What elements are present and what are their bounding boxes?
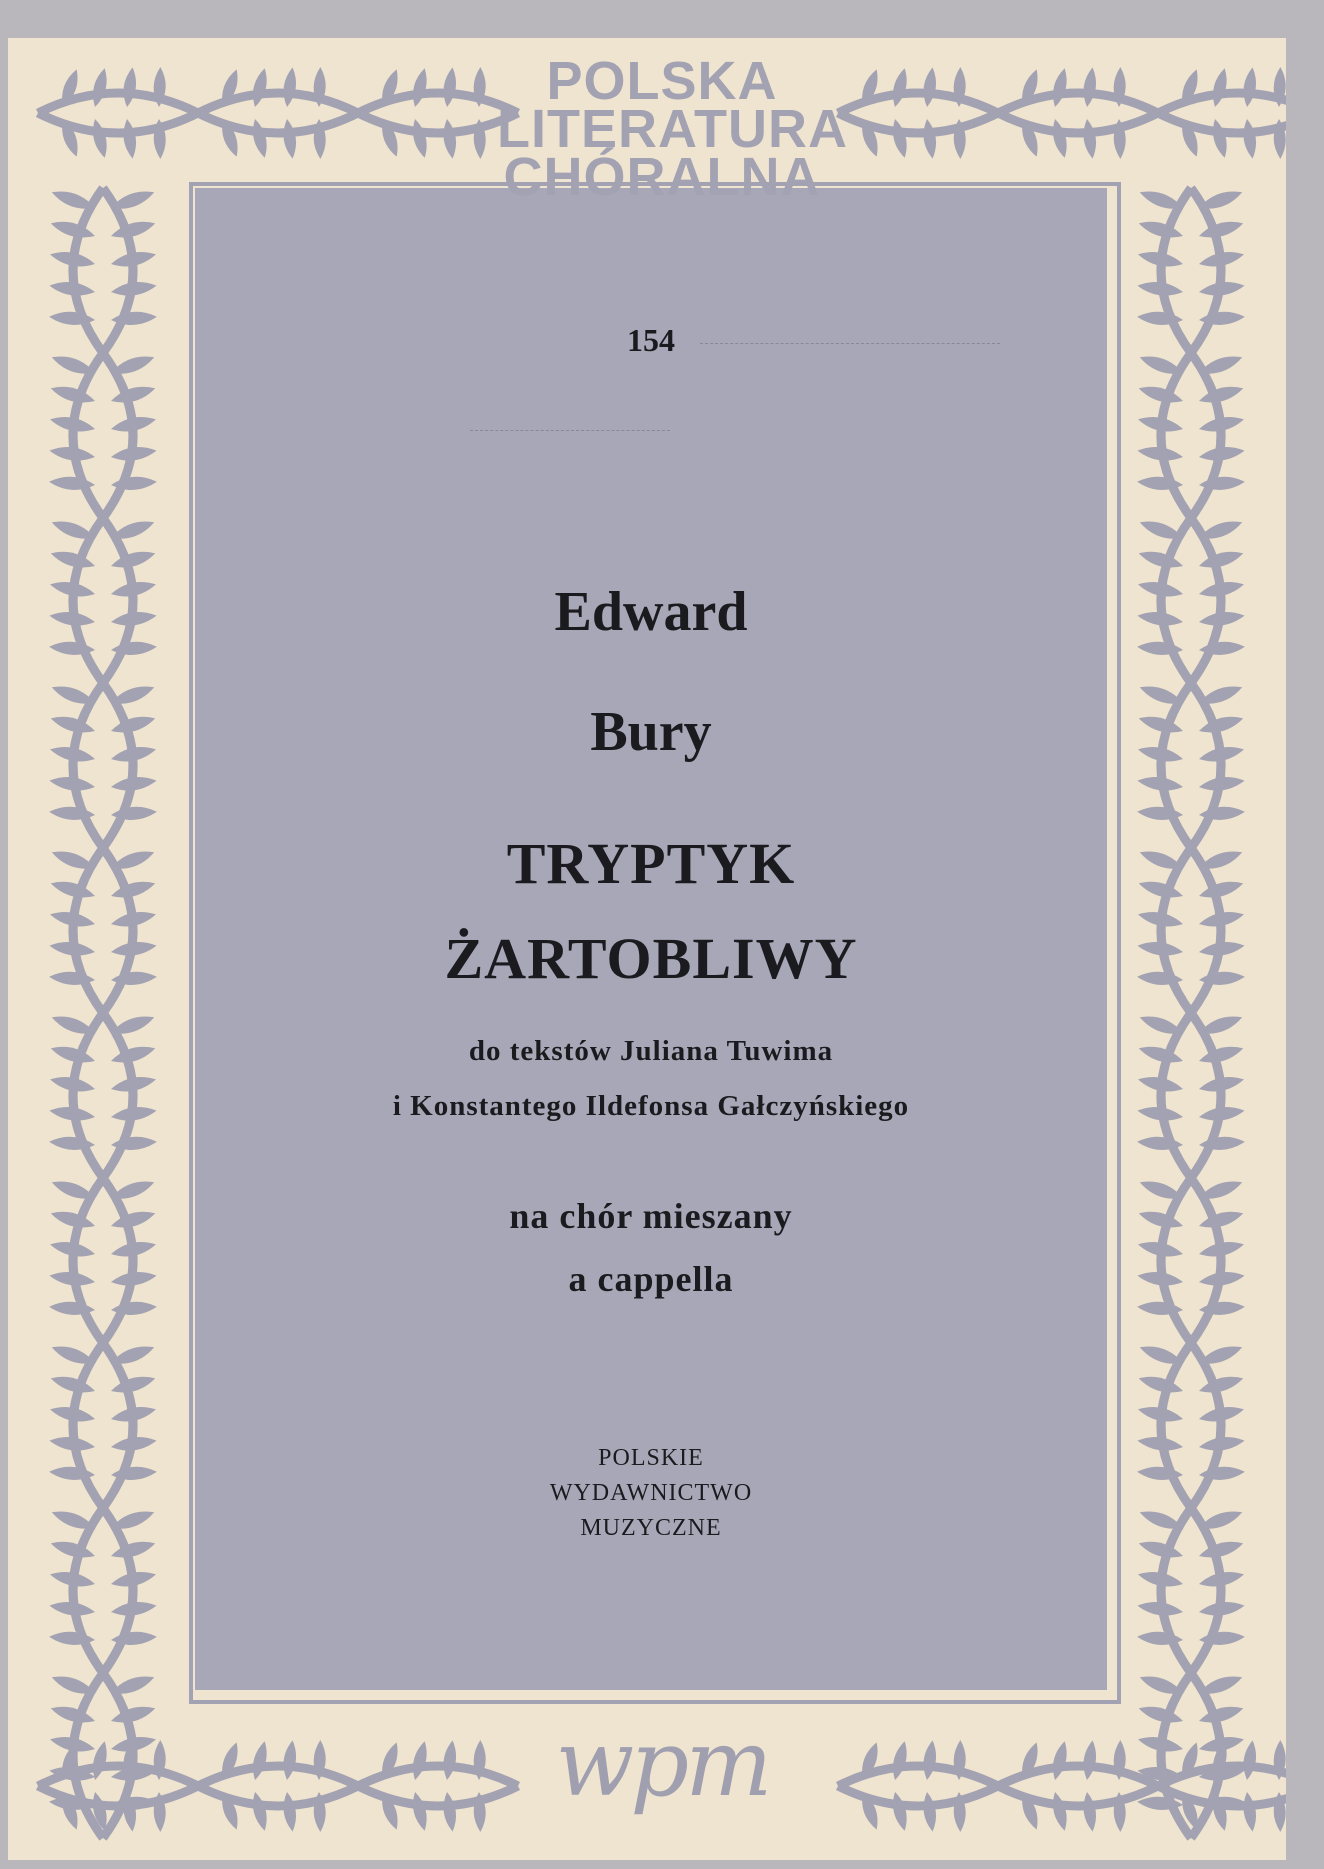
leaf-ornament bbox=[1049, 67, 1070, 109]
text-authors-line-1: do tekstów Juliana Tuwima bbox=[468, 1035, 834, 1067]
vine-stem bbox=[998, 113, 1158, 133]
leaf-ornament bbox=[889, 118, 910, 160]
publisher-line-2: WYDAWNICTWO bbox=[549, 1480, 753, 1506]
vine-stem bbox=[73, 1508, 103, 1673]
leaf-ornament bbox=[921, 1791, 938, 1832]
leaf-ornament bbox=[121, 67, 138, 108]
text-authors-line-2: i Konstantego Ildefonsa Gałczyńskiego bbox=[392, 1090, 910, 1122]
leaf-ornament bbox=[1209, 67, 1230, 109]
vine-stem bbox=[73, 353, 103, 518]
vine-stem bbox=[1191, 683, 1221, 848]
vine-stem bbox=[1191, 1508, 1221, 1673]
vine-stem bbox=[103, 188, 133, 353]
vine-stem bbox=[1191, 1178, 1221, 1343]
leaf-ornament bbox=[1049, 1791, 1070, 1833]
vine-stem bbox=[838, 1786, 998, 1806]
vine-stem bbox=[358, 1786, 518, 1806]
vine-stem bbox=[838, 1766, 998, 1786]
leaf-ornament bbox=[409, 1791, 430, 1833]
vine-stem bbox=[198, 1786, 358, 1806]
leaf-ornament bbox=[1081, 1791, 1098, 1832]
vine-stem bbox=[1161, 683, 1191, 848]
voicing-line-1: na chór mieszany bbox=[509, 1196, 793, 1236]
leaf-ornament bbox=[1241, 1740, 1258, 1781]
vine-stem bbox=[73, 188, 103, 353]
dashed-rule bbox=[700, 343, 1000, 344]
voicing-line-2: a cappella bbox=[568, 1259, 734, 1299]
leaf-ornament bbox=[89, 118, 110, 160]
leaf-ornament bbox=[249, 1740, 270, 1782]
leaf-ornament bbox=[1081, 67, 1098, 108]
vine-stem bbox=[1191, 848, 1221, 1013]
vine-stem bbox=[103, 1013, 133, 1178]
leaf-ornament bbox=[1081, 118, 1098, 159]
series-title-line-2: LITERATURA bbox=[497, 99, 848, 159]
vine-stem bbox=[73, 848, 103, 1013]
leaf-ornament bbox=[1049, 118, 1070, 160]
vine-stem bbox=[358, 93, 518, 113]
vine-stem bbox=[1161, 1178, 1191, 1343]
vine-stem bbox=[1191, 188, 1221, 353]
vine-stem bbox=[838, 93, 998, 113]
leaf-ornament bbox=[249, 67, 270, 109]
vine-stem bbox=[1191, 1343, 1221, 1508]
vine-stem bbox=[103, 1343, 133, 1508]
vine-stem bbox=[998, 1766, 1158, 1786]
leaf-ornament bbox=[1209, 118, 1230, 160]
leaf-ornament bbox=[281, 118, 298, 159]
vine-stem bbox=[358, 113, 518, 133]
vine-stem bbox=[1161, 518, 1191, 683]
vine-stem bbox=[1161, 1013, 1191, 1178]
vine-stem bbox=[358, 1766, 518, 1786]
vine-stem bbox=[998, 1786, 1158, 1806]
vine-stem bbox=[1161, 1508, 1191, 1673]
vine-stem bbox=[198, 93, 358, 113]
leaf-ornament bbox=[889, 1740, 910, 1782]
dashed-rule bbox=[470, 430, 670, 431]
publisher-logo: wpm bbox=[555, 1710, 769, 1817]
leaf-ornament bbox=[89, 67, 110, 109]
leaf-ornament bbox=[1241, 67, 1258, 108]
vine-stem bbox=[1191, 1013, 1221, 1178]
vine-stem bbox=[103, 848, 133, 1013]
work-title-line-1: TRYPTYK bbox=[506, 831, 796, 896]
vine-stem bbox=[1161, 188, 1191, 353]
leaf-ornament bbox=[1241, 118, 1258, 159]
vine-stem bbox=[73, 1178, 103, 1343]
leaf-ornament bbox=[121, 118, 138, 159]
composer-first-name: Edward bbox=[554, 581, 748, 643]
leaf-ornament bbox=[1049, 1740, 1070, 1782]
vine-stem bbox=[198, 113, 358, 133]
leaf-ornament bbox=[409, 67, 430, 109]
vine-stem bbox=[103, 683, 133, 848]
series-number: 154 bbox=[627, 322, 675, 358]
leaf-ornament bbox=[441, 67, 458, 108]
vine-stem bbox=[73, 1343, 103, 1508]
vine-stem bbox=[73, 518, 103, 683]
vine-stem bbox=[838, 113, 998, 133]
vine-stem bbox=[103, 353, 133, 518]
vine-stem bbox=[38, 93, 198, 113]
leaf-ornament bbox=[249, 1791, 270, 1833]
vine-stem bbox=[1161, 353, 1191, 518]
vine-stem bbox=[1161, 848, 1191, 1013]
leaf-ornament bbox=[1241, 1791, 1258, 1832]
vine-stem bbox=[103, 518, 133, 683]
leaf-ornament bbox=[921, 67, 938, 108]
leaf-ornament bbox=[409, 1740, 430, 1782]
vine-stem bbox=[73, 1013, 103, 1178]
leaf-ornament bbox=[281, 1791, 298, 1832]
vine-stem bbox=[103, 1178, 133, 1343]
vine-stem bbox=[998, 93, 1158, 113]
series-title-line-1: POLSKA bbox=[546, 51, 778, 111]
leaf-ornament bbox=[441, 118, 458, 159]
publisher-line-3: MUZYCZNE bbox=[580, 1515, 722, 1541]
vine-stem bbox=[103, 1508, 133, 1673]
vine-stem bbox=[1161, 1343, 1191, 1508]
series-title-line-3: CHÓRALNA bbox=[503, 147, 821, 207]
leaf-ornament bbox=[889, 67, 910, 109]
leaf-ornament bbox=[441, 1740, 458, 1781]
vine-stem bbox=[38, 113, 198, 133]
leaf-ornament bbox=[281, 1740, 298, 1781]
vine-stem bbox=[198, 1766, 358, 1786]
leaf-ornament bbox=[281, 67, 298, 108]
leaf-ornament bbox=[441, 1791, 458, 1832]
leaf-ornament bbox=[889, 1791, 910, 1833]
composer-last-name: Bury bbox=[590, 701, 712, 763]
leaf-ornament bbox=[409, 118, 430, 160]
publisher-line-1: POLSKIE bbox=[598, 1445, 704, 1471]
leaf-ornament bbox=[1081, 1740, 1098, 1781]
leaf-ornament bbox=[921, 118, 938, 159]
work-title-line-2: ŻARTOBLIWY bbox=[444, 926, 858, 991]
leaf-ornament bbox=[921, 1740, 938, 1781]
vine-stem bbox=[1191, 518, 1221, 683]
vine-stem bbox=[1191, 353, 1221, 518]
vine-stem bbox=[73, 683, 103, 848]
leaf-ornament bbox=[249, 118, 270, 160]
